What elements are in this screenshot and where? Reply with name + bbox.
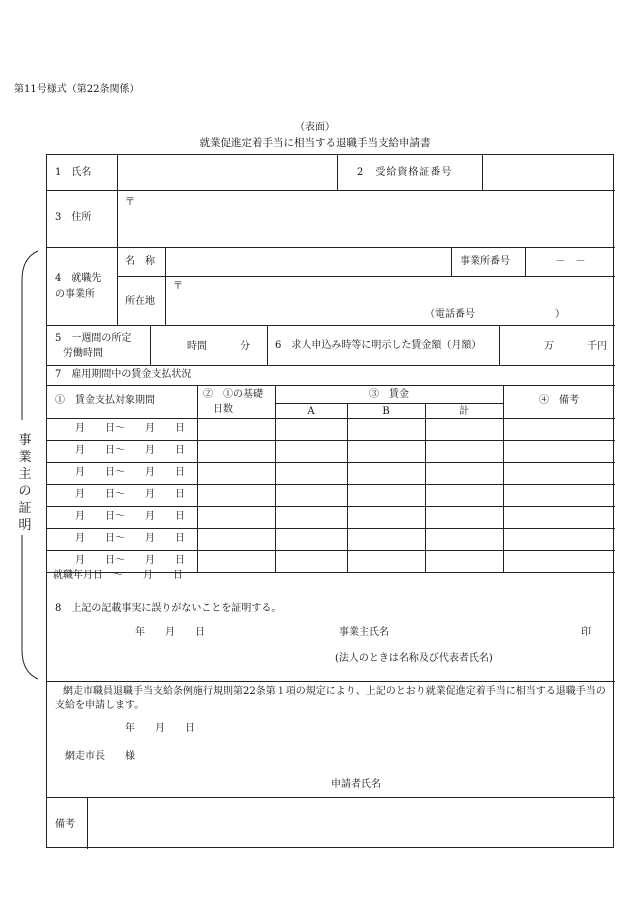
- pay-period-row[interactable]: 月 日～ 月 日: [75, 533, 185, 544]
- name-field[interactable]: [118, 156, 336, 189]
- minutes-unit: 分: [240, 341, 250, 352]
- base-days-header-line2: 日数: [213, 404, 233, 415]
- pay-period-row[interactable]: 月 日～ 月 日: [75, 511, 185, 522]
- seal-mark: 印: [581, 627, 591, 638]
- employer-name-field[interactable]: [167, 248, 449, 275]
- address-postal-mark: 〒: [125, 197, 135, 208]
- side-label: （表面）: [295, 122, 335, 133]
- pay-period-row[interactable]: 月 日～ 月 日: [75, 467, 185, 478]
- application-statement: 網走市職員退職手当支給条例施行規則第22条第１項の規定により、上記のとおり就業促進定着手当に相当する退職手当の支給を申請します。: [55, 686, 606, 711]
- base-days-header-line1: ② ①の基礎: [203, 389, 263, 400]
- employer-label-line1: 4 就職先: [55, 273, 102, 284]
- employer-postal-mark: 〒: [173, 281, 183, 292]
- pay-period-row[interactable]: 月 日～ 月 日: [75, 555, 185, 566]
- remarks-header: ④ 備考: [539, 395, 579, 406]
- wage-amount-label: 6 求人申込み時等に明示した賃金額（月額）: [275, 340, 482, 351]
- pay-period-row[interactable]: 月 日～ 月 日: [75, 489, 185, 500]
- application-form: [46, 154, 614, 848]
- cert-number-label: 2 受給資格証番号: [357, 167, 453, 178]
- man-unit: 万: [544, 341, 554, 352]
- work-hours-label-line2: 労働時間: [63, 348, 103, 359]
- applicant-name-label: 申請者氏名: [331, 779, 381, 790]
- employer-location-label: 所在地: [125, 296, 155, 307]
- pay-period-row[interactable]: 月 日～ 月 日: [75, 423, 185, 434]
- employer-name-label: 名 称: [125, 256, 155, 267]
- certification-statement: 8 上記の記載事実に誤りがないことを証明する。: [55, 603, 282, 614]
- office-number-label: 事業所番号: [460, 256, 510, 267]
- employer-name-signature-label: 事業主氏名: [339, 627, 389, 638]
- wage-total-header: 計: [459, 406, 469, 417]
- work-hours-label-line1: 5 一週間の所定: [55, 333, 132, 344]
- cert-number-field[interactable]: [483, 156, 613, 189]
- form-title: 就業促進定着手当に相当する退職手当支給申請書: [199, 137, 431, 149]
- application-date[interactable]: 年 月 日: [125, 723, 195, 734]
- remarks-label: 備考: [55, 819, 75, 830]
- employer-label-line2: の事業所: [55, 289, 95, 300]
- wage-b-header: B: [382, 406, 390, 417]
- name-label: 1 氏名: [55, 167, 92, 178]
- pay-period-header: ① 賃金支払対象期間: [55, 395, 155, 406]
- wage-a-header: A: [307, 406, 315, 417]
- wage-header: ③ 賃金: [369, 389, 409, 400]
- hours-unit: 時間: [187, 341, 207, 352]
- addressee: 網走市長 様: [65, 751, 135, 762]
- pay-period-row[interactable]: 月 日～ 月 日: [75, 445, 185, 456]
- certification-date[interactable]: 年 月 日: [135, 627, 205, 638]
- hire-date-row[interactable]: 就職年月日 ～ 月 日: [53, 570, 183, 581]
- address-label: 3 住所: [55, 212, 92, 223]
- form-number: 第11号様式（第22条関係）: [14, 84, 140, 95]
- remarks-field[interactable]: [89, 799, 611, 847]
- employer-cert-caption: 事業主の証明: [18, 433, 32, 533]
- phone-number-label: （電話番号 ）: [425, 309, 565, 320]
- corporation-note: (法人のときは名称及び代表者氏名): [335, 653, 493, 664]
- address-field[interactable]: [137, 193, 607, 243]
- wage-status-label: 7 雇用期間中の賃金支払状況: [55, 369, 192, 380]
- office-number-value[interactable]: － －: [555, 256, 586, 267]
- thousand-yen-unit: 千円: [587, 341, 607, 352]
